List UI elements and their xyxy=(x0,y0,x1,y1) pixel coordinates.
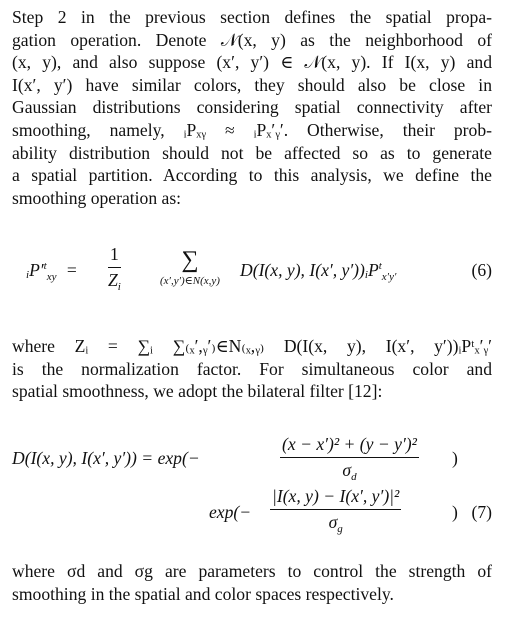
text-line: is the normalization factor. For simultaneous color and xyxy=(12,358,492,379)
text-line: smoothing, namely, ᵢPₓᵧ ≈ ᵢPₓ′ᵧ′. Otherwise, their prob- xyxy=(12,119,492,140)
lhs-index: i xyxy=(26,269,30,281)
text-line: a spatial partition. According to this analysis, we define the xyxy=(12,165,492,186)
summation xyxy=(130,247,250,287)
paragraph-sigma-parameters xyxy=(12,560,492,605)
denominator-sub: i xyxy=(117,281,121,293)
equation-6-body xyxy=(240,260,396,283)
equation-7-line2 xyxy=(209,502,251,523)
equation-7-fraction-1 xyxy=(280,434,419,483)
body-expression: D(I(x, y), I(x′, y′)) xyxy=(240,260,365,280)
equation-7-line1 xyxy=(12,448,200,469)
text-line: where σd and σg are parameters to control the strength of xyxy=(12,561,492,581)
close-paren-1: ) xyxy=(452,448,458,468)
body-sub: x′y′ xyxy=(381,271,397,283)
body-index: i xyxy=(364,269,368,281)
fraction-denominator xyxy=(108,268,121,293)
fraction-2-denominator xyxy=(270,510,401,535)
denominator-symbol: Z xyxy=(108,270,118,290)
fraction-1-denominator xyxy=(280,458,419,483)
text-line: Step 2 in the previous section defines the spatial propa- xyxy=(12,7,492,27)
text-line: I(x′, y′) have similar colors, they should also be close in xyxy=(12,74,492,95)
paragraph-smoothing-intro xyxy=(12,6,492,209)
text-line: smoothing operation as: xyxy=(12,187,182,208)
body-sup: t xyxy=(378,260,382,272)
text-line: ability distribution should not be affected so as to generate xyxy=(12,142,492,163)
text-line: smoothing in the spatial and color spaces respectively. xyxy=(12,583,394,604)
paragraph-normalization xyxy=(12,335,492,403)
lhs-prob: P′ xyxy=(29,260,44,280)
equation-number: (7) xyxy=(471,502,492,522)
sigma-d-sub: d xyxy=(351,471,357,483)
equals-sign: = xyxy=(66,260,77,280)
sigma-g-sub: g xyxy=(337,523,343,535)
sum-symbol: ∑ xyxy=(181,247,199,273)
text-line: (x, y), and also suppose (x′, y′) ∈ 𝒩(x, y). If I(x, y) and xyxy=(12,52,492,73)
equation-number: (6) xyxy=(471,260,492,280)
exp-prefix: exp(− xyxy=(209,502,252,522)
fraction-numerator: 1 xyxy=(108,244,121,268)
lhs-sub: xy xyxy=(46,271,57,283)
text-line: where Zᵢ = ∑ᵢ ∑₍ₓ′,ᵧ′₎∈N₍ₓ,ᵧ₎ D(I(x, y), I(x′, y′))ᵢPᵗₓ′ᵧ′ xyxy=(12,336,492,356)
lhs-sup: t xyxy=(43,260,47,272)
equation-6 xyxy=(12,242,492,306)
equation-7-fraction-2 xyxy=(270,486,401,535)
sum-subscript: (x′,y′)∈N(x,y) xyxy=(160,275,220,287)
text-line: gation operation. Denote 𝒩(x, y) as the neighborhood of xyxy=(12,29,492,50)
text-line: spatial smoothness, we adopt the bilateral filter [12]: xyxy=(12,381,383,402)
body-prob: P xyxy=(367,260,379,280)
equation-7-lhs: D(I(x, y), I(x′, y′)) = exp(− xyxy=(12,448,200,468)
text-line: Gaussian distributions considering spatial connectivity after xyxy=(12,97,492,118)
equation-6-lhs xyxy=(26,260,83,283)
sigma-d: σ xyxy=(342,460,352,480)
close-paren-2: ) xyxy=(452,502,458,522)
fraction-2-numerator: |I(x, y) − I(x′, y′)|² xyxy=(270,486,401,510)
equation-7 xyxy=(12,430,492,538)
sigma-g: σ xyxy=(328,512,338,532)
equation-6-fraction xyxy=(108,244,121,293)
fraction-1-numerator: (x − x′)² + (y − y′)² xyxy=(280,434,419,458)
